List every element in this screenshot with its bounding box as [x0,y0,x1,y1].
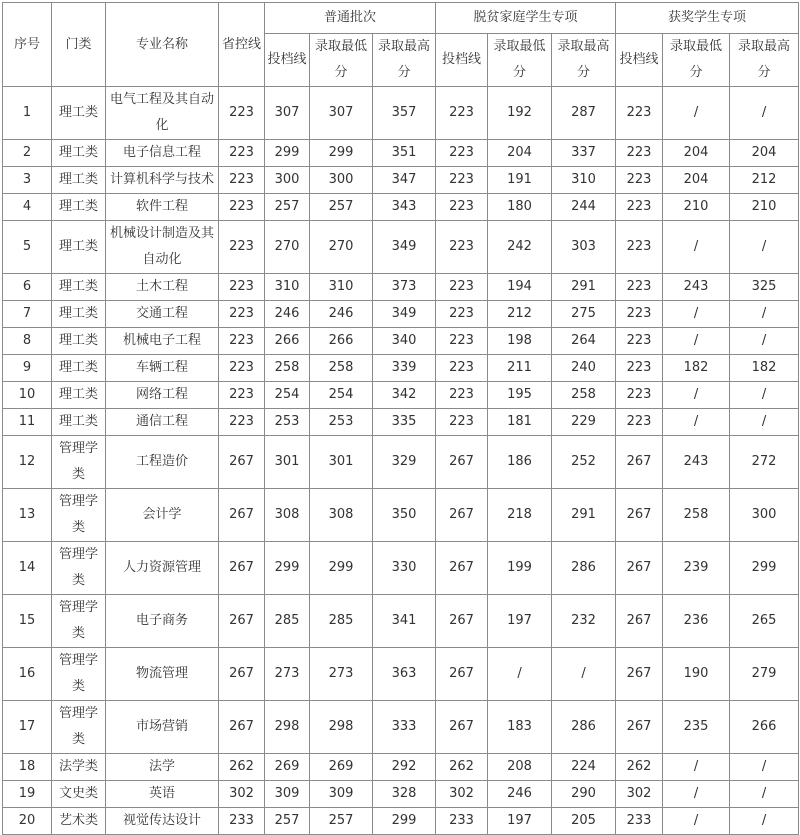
cell-seq: 18 [3,754,52,781]
cell-regular-min: 285 [310,595,373,648]
cell-poverty-min: 246 [488,781,552,808]
cell-poverty-cutoff: 223 [436,221,488,274]
cell-regular-cutoff: 273 [265,648,310,701]
header-sub-cutoff: 投档线 [265,34,310,87]
cell-control-line: 233 [219,808,265,835]
table-row [3,274,799,301]
cell-award-cutoff: 223 [616,140,663,167]
cell-seq: 14 [3,542,52,595]
cell-poverty-min: / [488,648,552,701]
cell-control-line: 267 [219,489,265,542]
cell-major: 电气工程及其自动化 [106,87,219,140]
cell-seq: 15 [3,595,52,648]
cell-poverty-max: 258 [552,382,616,409]
cell-seq: 5 [3,221,52,274]
cell-regular-min: 300 [310,167,373,194]
cell-poverty-cutoff: 267 [436,595,488,648]
cell-control-line: 267 [219,701,265,754]
cell-poverty-max: 303 [552,221,616,274]
cell-category: 理工类 [52,409,106,436]
cell-award-max: 279 [730,648,799,701]
cell-poverty-max: 232 [552,595,616,648]
cell-award-min: 190 [663,648,730,701]
cell-regular-cutoff: 298 [265,701,310,754]
cell-poverty-min: 212 [488,301,552,328]
cell-award-max: / [730,301,799,328]
cell-award-cutoff: 267 [616,595,663,648]
cell-major: 会计学 [106,489,219,542]
cell-category: 法学类 [52,754,106,781]
cell-award-cutoff: 267 [616,542,663,595]
cell-control-line: 223 [219,194,265,221]
cell-poverty-cutoff: 233 [436,808,488,835]
cell-poverty-min: 195 [488,382,552,409]
cell-award-min: 243 [663,274,730,301]
cell-seq: 9 [3,355,52,382]
cell-poverty-cutoff: 302 [436,781,488,808]
cell-poverty-cutoff: 223 [436,328,488,355]
cell-poverty-min: 198 [488,328,552,355]
cell-poverty-max: / [552,648,616,701]
cell-seq: 1 [3,87,52,140]
cell-poverty-min: 242 [488,221,552,274]
cell-award-cutoff: 223 [616,274,663,301]
cell-award-cutoff: 302 [616,781,663,808]
cell-poverty-max: 286 [552,701,616,754]
cell-regular-max: 351 [373,140,436,167]
cell-award-cutoff: 223 [616,301,663,328]
cell-award-cutoff: 223 [616,409,663,436]
cell-poverty-max: 291 [552,274,616,301]
cell-poverty-max: 240 [552,355,616,382]
cell-control-line: 267 [219,436,265,489]
header-major: 专业名称 [106,3,219,87]
cell-poverty-min: 208 [488,754,552,781]
cell-category: 理工类 [52,221,106,274]
cell-major: 英语 [106,781,219,808]
cell-category: 管理学类 [52,648,106,701]
cell-control-line: 267 [219,542,265,595]
cell-control-line: 262 [219,754,265,781]
header-sub-max: 录取最高分 [730,34,799,87]
cell-regular-min: 269 [310,754,373,781]
header-sub-cutoff: 投档线 [436,34,488,87]
cell-award-min: / [663,87,730,140]
cell-regular-max: 340 [373,328,436,355]
cell-seq: 11 [3,409,52,436]
cell-award-max: / [730,328,799,355]
cell-seq: 8 [3,328,52,355]
cell-poverty-max: 337 [552,140,616,167]
cell-control-line: 302 [219,781,265,808]
cell-award-min: 243 [663,436,730,489]
cell-regular-min: 253 [310,409,373,436]
cell-award-cutoff: 262 [616,754,663,781]
cell-regular-min: 308 [310,489,373,542]
cell-regular-cutoff: 299 [265,542,310,595]
header-control-line: 省控线 [219,3,265,87]
cell-seq: 7 [3,301,52,328]
cell-regular-cutoff: 300 [265,167,310,194]
cell-regular-cutoff: 257 [265,808,310,835]
table-row [3,489,799,542]
cell-regular-max: 333 [373,701,436,754]
table-row [3,140,799,167]
header-group-award: 获奖学生专项 [616,3,799,34]
cell-poverty-cutoff: 223 [436,382,488,409]
cell-regular-cutoff: 254 [265,382,310,409]
cell-regular-max: 349 [373,221,436,274]
cell-poverty-cutoff: 223 [436,274,488,301]
table-row [3,542,799,595]
cell-control-line: 223 [219,221,265,274]
cell-poverty-max: 205 [552,808,616,835]
cell-control-line: 223 [219,140,265,167]
cell-award-cutoff: 223 [616,382,663,409]
cell-award-max: / [730,87,799,140]
cell-poverty-cutoff: 223 [436,87,488,140]
cell-award-min: / [663,808,730,835]
cell-regular-min: 309 [310,781,373,808]
cell-poverty-max: 275 [552,301,616,328]
cell-award-min: 210 [663,194,730,221]
cell-control-line: 223 [219,301,265,328]
cell-award-max: 272 [730,436,799,489]
table-row [3,436,799,489]
cell-poverty-cutoff: 267 [436,542,488,595]
cell-poverty-max: 264 [552,328,616,355]
cell-regular-cutoff: 266 [265,328,310,355]
cell-control-line: 223 [219,382,265,409]
cell-award-max: 212 [730,167,799,194]
cell-award-max: 210 [730,194,799,221]
cell-category: 理工类 [52,167,106,194]
cell-regular-max: 350 [373,489,436,542]
cell-regular-max: 342 [373,382,436,409]
header-group-poverty: 脱贫家庭学生专项 [436,3,616,34]
cell-award-min: 182 [663,355,730,382]
cell-category: 管理学类 [52,595,106,648]
cell-category: 理工类 [52,301,106,328]
table-row [3,781,799,808]
cell-seq: 13 [3,489,52,542]
cell-regular-max: 341 [373,595,436,648]
cell-award-min: / [663,754,730,781]
cell-control-line: 267 [219,648,265,701]
cell-regular-cutoff: 258 [265,355,310,382]
cell-poverty-cutoff: 223 [436,355,488,382]
cell-major: 机械电子工程 [106,328,219,355]
cell-seq: 12 [3,436,52,489]
cell-control-line: 223 [219,274,265,301]
cell-award-cutoff: 223 [616,355,663,382]
admission-score-table [2,2,799,835]
header-sub-max: 录取最高分 [373,34,436,87]
cell-seq: 10 [3,382,52,409]
cell-poverty-min: 197 [488,595,552,648]
cell-award-cutoff: 267 [616,701,663,754]
cell-award-min: 235 [663,701,730,754]
cell-control-line: 267 [219,595,265,648]
table-row [3,701,799,754]
cell-major: 软件工程 [106,194,219,221]
cell-regular-min: 257 [310,808,373,835]
cell-poverty-cutoff: 267 [436,436,488,489]
cell-regular-max: 329 [373,436,436,489]
cell-regular-min: 246 [310,301,373,328]
cell-regular-min: 254 [310,382,373,409]
cell-poverty-cutoff: 223 [436,301,488,328]
header-sub-max: 录取最高分 [552,34,616,87]
table-row [3,221,799,274]
cell-poverty-cutoff: 267 [436,648,488,701]
cell-regular-max: 339 [373,355,436,382]
cell-poverty-min: 191 [488,167,552,194]
cell-award-max: / [730,781,799,808]
cell-award-cutoff: 223 [616,194,663,221]
cell-regular-max: 347 [373,167,436,194]
cell-poverty-cutoff: 223 [436,167,488,194]
cell-major: 机械设计制造及其自动化 [106,221,219,274]
cell-category: 理工类 [52,355,106,382]
header-sub-min: 录取最低分 [663,34,730,87]
table-row [3,355,799,382]
cell-poverty-cutoff: 262 [436,754,488,781]
cell-award-max: 300 [730,489,799,542]
cell-award-min: 204 [663,167,730,194]
table-row [3,648,799,701]
cell-regular-max: 349 [373,301,436,328]
cell-regular-min: 299 [310,542,373,595]
table-row [3,754,799,781]
cell-seq: 6 [3,274,52,301]
cell-control-line: 223 [219,409,265,436]
cell-poverty-max: 252 [552,436,616,489]
cell-category: 文史类 [52,781,106,808]
cell-poverty-cutoff: 223 [436,409,488,436]
cell-poverty-min: 199 [488,542,552,595]
cell-award-cutoff: 267 [616,436,663,489]
cell-award-max: 204 [730,140,799,167]
cell-seq: 2 [3,140,52,167]
cell-major: 法学 [106,754,219,781]
cell-major: 土木工程 [106,274,219,301]
cell-award-max: 182 [730,355,799,382]
cell-poverty-min: 192 [488,87,552,140]
cell-regular-cutoff: 270 [265,221,310,274]
cell-poverty-min: 218 [488,489,552,542]
cell-regular-max: 330 [373,542,436,595]
cell-poverty-max: 291 [552,489,616,542]
cell-award-max: / [730,409,799,436]
cell-regular-max: 343 [373,194,436,221]
cell-major: 物流管理 [106,648,219,701]
cell-award-cutoff: 267 [616,648,663,701]
cell-award-min: 204 [663,140,730,167]
cell-award-min: / [663,328,730,355]
cell-control-line: 223 [219,328,265,355]
cell-regular-min: 257 [310,194,373,221]
cell-poverty-min: 197 [488,808,552,835]
cell-control-line: 223 [219,355,265,382]
cell-regular-min: 307 [310,87,373,140]
cell-award-cutoff: 223 [616,167,663,194]
cell-seq: 16 [3,648,52,701]
header-group-regular: 普通批次 [265,3,436,34]
cell-award-min: 239 [663,542,730,595]
cell-regular-max: 292 [373,754,436,781]
cell-poverty-max: 224 [552,754,616,781]
table-row [3,409,799,436]
cell-award-max: / [730,808,799,835]
cell-category: 管理学类 [52,701,106,754]
cell-award-max: 325 [730,274,799,301]
cell-category: 管理学类 [52,489,106,542]
cell-award-min: 236 [663,595,730,648]
cell-regular-max: 357 [373,87,436,140]
cell-poverty-max: 286 [552,542,616,595]
cell-poverty-cutoff: 223 [436,140,488,167]
cell-regular-max: 373 [373,274,436,301]
cell-regular-cutoff: 246 [265,301,310,328]
cell-poverty-min: 211 [488,355,552,382]
cell-poverty-max: 244 [552,194,616,221]
cell-award-cutoff: 267 [616,489,663,542]
header-sub-cutoff: 投档线 [616,34,663,87]
cell-seq: 20 [3,808,52,835]
table-row [3,382,799,409]
cell-category: 理工类 [52,194,106,221]
cell-award-cutoff: 223 [616,221,663,274]
header-sub-min: 录取最低分 [310,34,373,87]
header-category: 门类 [52,3,106,87]
cell-regular-cutoff: 310 [265,274,310,301]
cell-major: 网络工程 [106,382,219,409]
cell-regular-min: 258 [310,355,373,382]
cell-award-max: / [730,382,799,409]
cell-seq: 19 [3,781,52,808]
cell-poverty-min: 194 [488,274,552,301]
cell-category: 理工类 [52,140,106,167]
table-row [3,301,799,328]
cell-award-min: / [663,409,730,436]
cell-regular-min: 273 [310,648,373,701]
cell-poverty-min: 204 [488,140,552,167]
cell-award-min: / [663,382,730,409]
cell-category: 管理学类 [52,542,106,595]
cell-category: 理工类 [52,274,106,301]
cell-major: 通信工程 [106,409,219,436]
table-row [3,87,799,140]
cell-poverty-cutoff: 267 [436,489,488,542]
cell-regular-min: 310 [310,274,373,301]
cell-award-min: / [663,781,730,808]
cell-award-max: 299 [730,542,799,595]
cell-poverty-min: 180 [488,194,552,221]
cell-regular-cutoff: 299 [265,140,310,167]
cell-category: 理工类 [52,382,106,409]
cell-regular-cutoff: 285 [265,595,310,648]
cell-category: 理工类 [52,328,106,355]
table-body [3,87,799,835]
cell-poverty-max: 229 [552,409,616,436]
cell-poverty-min: 186 [488,436,552,489]
cell-major: 工程造价 [106,436,219,489]
cell-poverty-cutoff: 223 [436,194,488,221]
cell-regular-max: 299 [373,808,436,835]
cell-major: 电子商务 [106,595,219,648]
cell-regular-max: 335 [373,409,436,436]
cell-seq: 4 [3,194,52,221]
cell-regular-cutoff: 301 [265,436,310,489]
cell-regular-cutoff: 269 [265,754,310,781]
cell-poverty-min: 183 [488,701,552,754]
cell-award-min: 258 [663,489,730,542]
cell-award-cutoff: 223 [616,87,663,140]
cell-poverty-max: 310 [552,167,616,194]
cell-regular-cutoff: 253 [265,409,310,436]
cell-regular-min: 301 [310,436,373,489]
cell-poverty-max: 290 [552,781,616,808]
header-row-top [3,3,799,34]
table-row [3,194,799,221]
cell-regular-min: 266 [310,328,373,355]
cell-award-max: / [730,221,799,274]
cell-category: 管理学类 [52,436,106,489]
cell-regular-cutoff: 257 [265,194,310,221]
cell-poverty-min: 181 [488,409,552,436]
cell-regular-max: 328 [373,781,436,808]
cell-major: 车辆工程 [106,355,219,382]
cell-regular-min: 270 [310,221,373,274]
cell-major: 交通工程 [106,301,219,328]
cell-regular-max: 363 [373,648,436,701]
cell-award-cutoff: 223 [616,328,663,355]
header-sub-min: 录取最低分 [488,34,552,87]
cell-regular-min: 298 [310,701,373,754]
cell-poverty-max: 287 [552,87,616,140]
cell-category: 艺术类 [52,808,106,835]
cell-major: 电子信息工程 [106,140,219,167]
cell-major: 计算机科学与技术 [106,167,219,194]
cell-control-line: 223 [219,87,265,140]
header-seq: 序号 [3,3,52,87]
cell-regular-cutoff: 307 [265,87,310,140]
cell-regular-cutoff: 309 [265,781,310,808]
cell-award-max: / [730,754,799,781]
cell-control-line: 223 [219,167,265,194]
cell-award-min: / [663,301,730,328]
cell-major: 市场营销 [106,701,219,754]
table-row [3,595,799,648]
cell-poverty-cutoff: 267 [436,701,488,754]
cell-award-min: / [663,221,730,274]
cell-major: 视觉传达设计 [106,808,219,835]
table-row [3,328,799,355]
cell-seq: 3 [3,167,52,194]
cell-award-cutoff: 233 [616,808,663,835]
cell-major: 人力资源管理 [106,542,219,595]
table-row [3,167,799,194]
cell-category: 理工类 [52,87,106,140]
cell-award-max: 266 [730,701,799,754]
cell-seq: 17 [3,701,52,754]
table-row [3,808,799,835]
cell-award-max: 265 [730,595,799,648]
cell-regular-cutoff: 308 [265,489,310,542]
cell-regular-min: 299 [310,140,373,167]
